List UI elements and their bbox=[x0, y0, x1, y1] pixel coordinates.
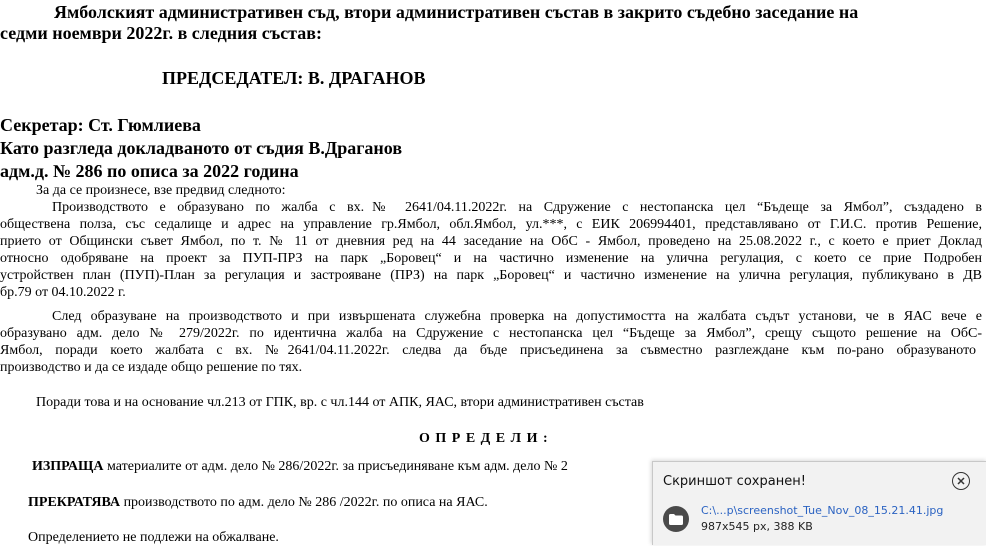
para1-line-6: бр.79 от 04.10.2022 г. bbox=[0, 285, 126, 300]
terminates-keyword: ПРЕКРАТЯВА bbox=[28, 495, 121, 510]
header-line-2: седми ноември 2022г. в следния състав: bbox=[0, 23, 322, 43]
para2-line-4: производство и да се издаде общо решение по тях. bbox=[0, 360, 303, 375]
para1-line-5: устройствен план (ПУП)-План за регулация и застрояване (ПРЗ) на парк „Боровец“ и частично изменение на улична регулация, публикувано в ДВ bbox=[0, 268, 982, 283]
grounds-line: Поради това и на основание чл.213 от ГПК, вр. с чл.144 от АПК, ЯАС, втори административен състав bbox=[36, 395, 644, 410]
screenshot-saved-notification bbox=[652, 461, 986, 545]
ruling-heading: О П Р Е Д Е Л И : bbox=[419, 431, 549, 446]
final-line: Определението не подлежи на обжалване. bbox=[28, 530, 279, 545]
terminates-text: производството по адм. дело № 286 /2022г. по описа на ЯАС. bbox=[120, 495, 488, 510]
para1-line-1: Производството е образувано по жалба с вх.№ 2641/04.11.2022г. на Сдружение с нестопанска цел “Бъдеще за Ямбол”, създадено в bbox=[52, 200, 982, 215]
folder-icon[interactable] bbox=[663, 506, 689, 532]
screenshot-file-link[interactable]: C:\...p\screenshot_Tue_Nov_08_15.21.41.jpg bbox=[701, 504, 944, 517]
para1-line-3: прието от Общински съвет Ямбол, по т. № 11 от дневния ред на 44 заседание на ОбС - Ямбол, проведено на 25.08.2022 г., с което е приет Доклад bbox=[0, 234, 982, 249]
secretary-line: Секретар: Ст. Гюмлиева bbox=[0, 115, 201, 135]
intro-line: За да се произнесе, взе предвид следното: bbox=[36, 183, 286, 198]
para1-line-2: обществена полза, със седалище и адрес на управление гр.Ямбол, обл.Ямбол, ул.***, с ЕИК 206994401, представлявано от Г.И.С. против Решение, bbox=[0, 217, 982, 232]
sends-line bbox=[32, 459, 568, 475]
sends-text: материалите от адм. дело № 286/2022г. за присъединяване към адм. дело № 2 bbox=[103, 459, 568, 474]
header-line-1: Ямболският административен съд, втори административен състав в закрито съдебно заседание на bbox=[54, 2, 859, 22]
para2-line-1: След образуване на производството и при извършената служебна проверка на допустимостта на жалбата съдът установи, че в ЯАС вече е bbox=[52, 309, 982, 324]
para2-line-3: Ямбол, поради което жалбата с вх. №2641/04.11.2022г. следва да бъде присъединена за съвместно разглеждане към по-рано образуваното bbox=[0, 343, 976, 358]
para2-line-2: образувано адм. дело № 279/2022г. по идентична жалба на Сдружение с нестопанска цел “Бъдеще за Ямбол”, срещу същото решение на ОбС- bbox=[0, 326, 982, 341]
screenshot-file-info: 987x545 px, 388 KB bbox=[701, 520, 813, 533]
close-icon[interactable] bbox=[952, 472, 970, 490]
sends-keyword: ИЗПРАЩА bbox=[32, 459, 104, 474]
terminates-line bbox=[28, 495, 488, 511]
chairman-line: ПРЕДСЕДАТЕЛ: В. ДРАГАНОВ bbox=[162, 68, 426, 88]
reported-by-line: Като разгледа докладваното от съдия В.Драганов bbox=[0, 138, 403, 158]
case-number-line: адм.д. № 286 по описа за 2022 година bbox=[0, 161, 299, 181]
notification-title: Скриншот сохранен! bbox=[663, 474, 806, 489]
para1-line-4: относно одобряване на проект за ПУП-ПРЗ на парк „Боровец“ и на частично изменение на улична регулация, с което се прие Подробен bbox=[0, 251, 982, 266]
